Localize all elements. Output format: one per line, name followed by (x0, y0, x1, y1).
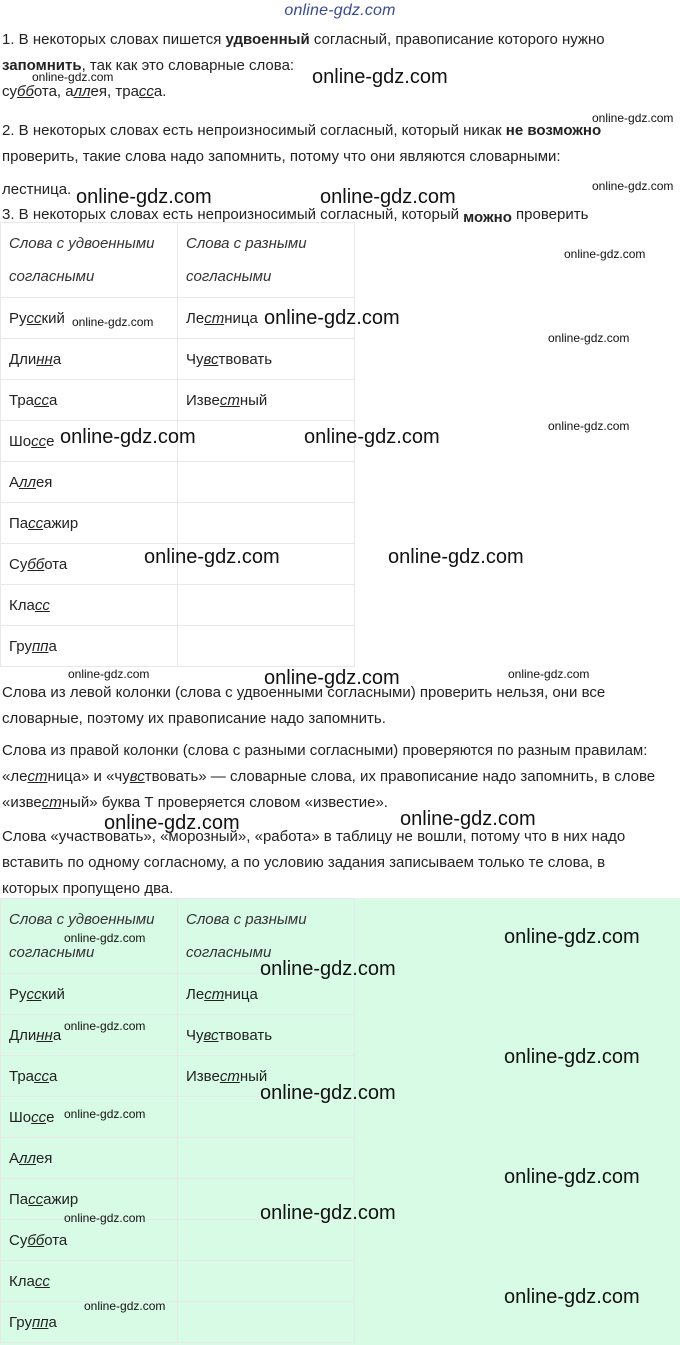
example-word: суббота, (2, 83, 62, 100)
table-row (1, 503, 355, 544)
watermark-text: online-gdz.com (504, 1286, 640, 1308)
paragraph-2-example: лестница. (2, 181, 72, 198)
table-cell (178, 1138, 355, 1179)
table-word: Известный (186, 1067, 268, 1085)
table-row (1, 1302, 355, 1343)
table-word: Длинна (9, 1026, 62, 1044)
col-header-different: Слова с разными согласными (178, 223, 355, 298)
table-cell (178, 1015, 355, 1056)
table-cell (178, 503, 355, 544)
table-cell (1, 1097, 178, 1138)
watermark-text: online-gdz.com (548, 419, 630, 433)
watermark-text: online-gdz.com (320, 186, 456, 208)
table-row (1, 544, 355, 585)
watermark-text: online-gdz.com (104, 812, 240, 834)
table-cell (1, 1138, 178, 1179)
table-word: Пассажир (9, 1190, 79, 1208)
watermark-text: online-gdz.com (592, 111, 674, 125)
watermark-text: online-gdz.com (72, 315, 154, 329)
table-row (1, 421, 355, 462)
table-cell (178, 298, 355, 339)
table-cell (1, 462, 178, 503)
watermark-text: online-gdz.com (60, 426, 196, 448)
paragraph-1: 1. В некоторых словах пишется удвоенный согласный, правописание которого нужно запомнить, так как это словарные слова: суббота, аллея, трасса. (2, 31, 605, 100)
watermark-text: online-gdz.com (144, 546, 280, 568)
table-word: Шоссе (9, 1108, 55, 1126)
table-row (1, 1179, 355, 1220)
answer-words-table (0, 898, 355, 1343)
table-word: Шоссе (9, 432, 55, 450)
table-word: Аллея (9, 473, 53, 491)
watermark-text: online-gdz.com (304, 426, 440, 448)
watermark-text: online-gdz.com (548, 331, 630, 345)
examples-line (2, 83, 166, 100)
table-cell (178, 1179, 355, 1220)
paragraph-4: Слова из левой колонки (слова с удвоенными согласными) проверить нельзя, они все словарные, поэтому их правописание надо запомнить. (2, 684, 606, 727)
table-body (1, 298, 355, 667)
table-cell (1, 585, 178, 626)
table-row (1, 380, 355, 421)
watermark-text: online-gdz.com (264, 667, 400, 689)
table-word: Суббота (9, 1231, 68, 1249)
table-word: Чувствовать (186, 350, 273, 368)
table-row (1, 1097, 355, 1138)
watermark-text: online-gdz.com (264, 307, 400, 329)
col-header-different: Слова с разными согласными (178, 899, 355, 974)
table-row (1, 1261, 355, 1302)
watermark-text: online-gdz.com (260, 958, 396, 980)
table-word: Класс (9, 596, 50, 614)
table-row (1, 1220, 355, 1261)
table-row (1, 1138, 355, 1179)
watermark-text: online-gdz.com (504, 926, 640, 948)
watermark-text: online-gdz.com (32, 70, 114, 84)
table-cell (1, 626, 178, 667)
table-cell (1, 1015, 178, 1056)
words-table (0, 222, 355, 667)
paragraph-2: 2. В некоторых словах есть непроизносимый согласный, который никак не возможно проверить, такие слова надо запомнить, потому что они являются словарными: (2, 122, 602, 165)
table-word: Трасса (9, 1067, 58, 1085)
paragraph-3-partial: 3. В некоторых словах есть непроизносимый согласный, который можно проверить (2, 208, 589, 222)
watermark-text: online-gdz.com (64, 1211, 146, 1225)
table-cell (178, 626, 355, 667)
table-cell (178, 1302, 355, 1343)
watermark-text: online-gdz.com (76, 186, 212, 208)
table-row (1, 1056, 355, 1097)
table-cell (178, 1220, 355, 1261)
watermark-text: online-gdz.com (592, 179, 674, 193)
table-row (1, 585, 355, 626)
watermark-text: online-gdz.com (64, 1019, 146, 1033)
watermark-text: online-gdz.com (260, 1202, 396, 1224)
table-cell (1, 421, 178, 462)
table-body (1, 974, 355, 1343)
table-word: Пассажир (9, 514, 79, 532)
table-row (1, 974, 355, 1015)
table-row (1, 339, 355, 380)
table-cell (1, 380, 178, 421)
watermark-text: online-gdz.com (388, 546, 524, 568)
table-row (1, 626, 355, 667)
watermark-text: online-gdz.com (564, 247, 646, 261)
table-word: Русский (9, 309, 65, 327)
table-cell (178, 544, 355, 585)
col-header-doubled: Слова с удвоенными согласными (1, 899, 178, 974)
table-cell (1, 339, 178, 380)
site-logo[interactable]: online-gdz.com (284, 2, 396, 19)
table-row (1, 462, 355, 503)
col-header-doubled: Слова с удвоенными согласными (1, 223, 178, 298)
table-cell (1, 503, 178, 544)
table-word: Длинна (9, 350, 62, 368)
table-word: Группа (9, 1313, 57, 1331)
table-word: Русский (9, 985, 65, 1003)
table-cell (1, 1261, 178, 1302)
table-word: Трасса (9, 391, 58, 409)
table-row (1, 1015, 355, 1056)
table-cell (178, 1261, 355, 1302)
table-cell (178, 380, 355, 421)
table-cell (1, 1056, 178, 1097)
table-word: Чувствовать (186, 1026, 273, 1044)
table-word: Известный (186, 391, 268, 409)
table-word: Лестница (186, 309, 258, 327)
table-cell (178, 421, 355, 462)
table-cell (178, 1097, 355, 1138)
table-cell (178, 1056, 355, 1097)
table-word: Класс (9, 1272, 50, 1290)
watermark-text: online-gdz.com (312, 66, 448, 88)
table-cell (178, 585, 355, 626)
table-cell (178, 339, 355, 380)
table-word: Суббота (9, 555, 68, 573)
table-cell (1, 1302, 178, 1343)
watermark-text: online-gdz.com (508, 667, 590, 681)
table-cell (1, 298, 178, 339)
watermark-text: online-gdz.com (400, 808, 536, 830)
watermark-text: online-gdz.com (68, 667, 150, 681)
watermark-text: online-gdz.com (64, 1107, 146, 1121)
watermark-text: online-gdz.com (504, 1166, 640, 1188)
example-word: трасса. (111, 83, 167, 100)
paragraph-5: Слова из правой колонки (слова с разными согласными) проверяются по разным правилам: «лестница» и «чувствовать» — словарные слова, их правописание надо запомнить, в слове «известный» буква Т проверяется словом «известие». (2, 742, 656, 811)
table-cell (1, 544, 178, 585)
watermark-text: online-gdz.com (260, 1082, 396, 1104)
watermark-text: online-gdz.com (64, 931, 146, 945)
table-word: Группа (9, 637, 57, 655)
watermark-text: online-gdz.com (84, 1299, 166, 1313)
table-cell (1, 974, 178, 1015)
table-row (1, 298, 355, 339)
table-cell (1, 1179, 178, 1220)
table-cell (178, 462, 355, 503)
example-word: аллея, (61, 83, 112, 100)
table-cell (178, 974, 355, 1015)
table-word: Лестница (186, 985, 258, 1003)
paragraph-6: Слова «участвовать», «морозный», «работа» в таблицу не вошли, потому что в них надо вставить по одному согласному, а по условию задания записываем только те слова, в которых пропущено два. (2, 828, 626, 897)
table-word: Аллея (9, 1149, 53, 1167)
table-cell (1, 1220, 178, 1261)
watermark-text: online-gdz.com (504, 1046, 640, 1068)
